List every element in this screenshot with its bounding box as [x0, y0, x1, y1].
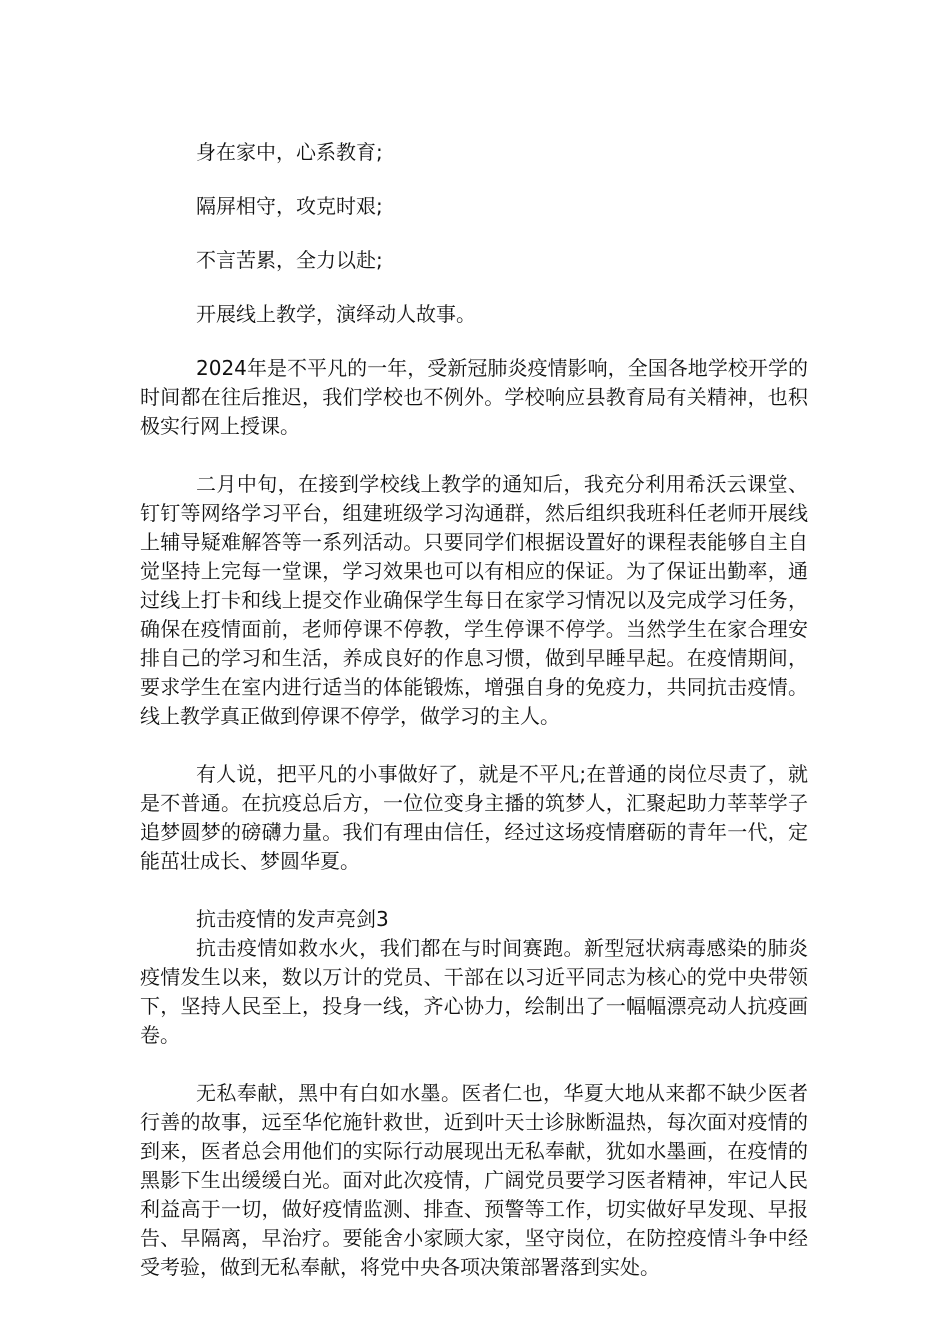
section-title: 抗击疫情的发声亮剑3	[196, 907, 389, 931]
document-body	[140, 138, 808, 1282]
paragraph: 2024年是不平凡的一年，受新冠肺炎疫情影响，全国各地学校开学的时间都在往后推迟，我们学校也不例外。学校响应县教育局有关精神，也积极实行网上授课。	[140, 356, 808, 438]
paragraph: 抗击疫情如救水火，我们都在与时间赛跑。新型冠状病毒感染的肺炎疫情发生以来，数以万计的党员、干部在以习近平同志为核心的党中央带领下，坚持人民至上，投身一线，齐心协力，绘制出了一幅幅漂亮动人抗疫画卷。	[140, 936, 808, 1047]
paragraph: 无私奉献，黑中有白如水墨。医者仁也，华夏大地从来都不缺少医者行善的故事，远至华佗施针救世，近到叶天士诊脉断温热，每次面对疫情的到来，医者总会用他们的实际行动展现出无私奉献，犹如水墨画，在疫情的黑影下生出缓缓白光。面对此次疫情，广阔党员要学习医者精神，牢记人民利益高于一切，做好疫情监测、排查、预警等工作，切实做好早发现、早报告、早隔离，早治疗。要能舍小家顾大家，坚守岗位，在防控疫情斗争中经受考验，做到无私奉献，将党中央各项决策部署落到实处。	[140, 1081, 808, 1279]
poem-line: 身在家中，心系教育;	[196, 140, 383, 164]
paragraph: 二月中旬，在接到学校线上教学的通知后，我充分利用希沃云课堂、钉钉等网络学习平台，组建班级学习沟通群，然后组织我班科任老师开展线上辅导疑难解答等一系列活动。只要同学们根据设置好的课程表能够自主自觉坚持上完每一堂课，学习效果也可以有相应的保证。为了保证出勤率，通过线上打卡和线上提交作业确保学生每日在家学习情况以及完成学习任务，确保在疫情面前，老师停课不停教，学生停课不停学。当然学生在家合理安排自己的学习和生活，养成良好的作息习惯，做到早睡早起。在疫情期间，要求学生在室内进行适当的体能锻炼，增强自身的免疫力，共同抗击疫情。线上教学真正做到停课不停学，做学习的主人。	[140, 472, 808, 728]
poem-line: 不言苦累，全力以赴;	[196, 248, 383, 272]
poem-line: 开展线上教学，演绎动人故事。	[196, 302, 476, 326]
paragraph: 有人说，把平凡的小事做好了，就是不平凡;在普通的岗位尽责了，就是不普通。在抗疫总后方，一位位变身主播的筑梦人，汇聚起助力莘莘学子追梦圆梦的磅礴力量。我们有理由信任，经过这场疫情磨砺的青年一代，定能茁壮成长、梦圆华夏。	[140, 762, 808, 873]
poem-line: 隔屏相守，攻克时艰;	[196, 194, 383, 218]
